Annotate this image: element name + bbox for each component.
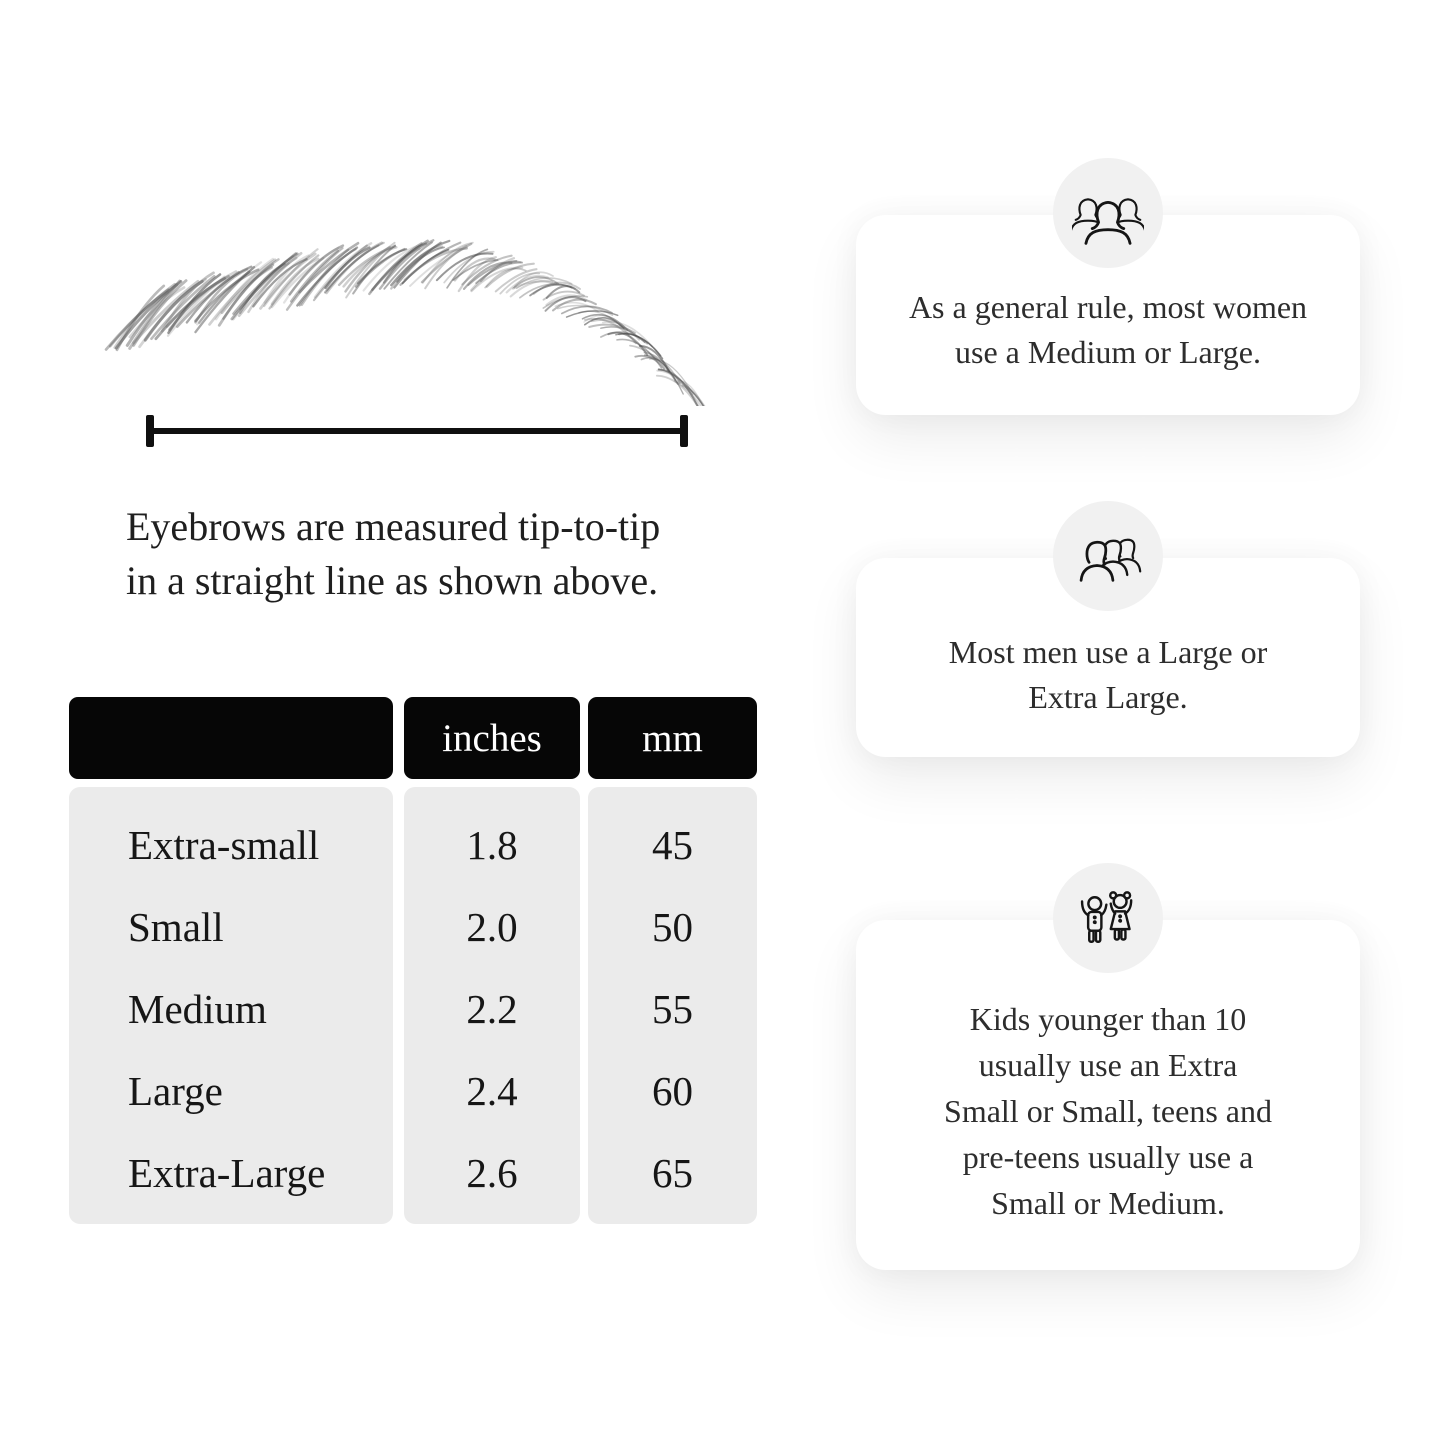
table-row-label: Extra-small — [128, 822, 320, 868]
caption-line-1: Eyebrows are measured tip-to-tip — [126, 504, 661, 549]
card-text-line: Small or Medium. — [991, 1185, 1225, 1221]
table-row-label: Medium — [128, 986, 267, 1032]
table-cell-mm: 55 — [652, 986, 693, 1032]
table-row-label: Small — [128, 904, 224, 950]
table-cell-inches: 2.2 — [466, 986, 518, 1032]
card-text-line: Kids younger than 10 — [969, 1001, 1247, 1037]
table-column-mm — [588, 787, 757, 1224]
table-column-inches — [404, 787, 580, 1224]
info-card-men-text — [874, 630, 1342, 720]
card-text-line: Most men use a Large or — [948, 634, 1268, 670]
card-text-line: Extra Large. — [1028, 679, 1188, 715]
table-row-label: Extra-Large — [128, 1150, 326, 1196]
kids-icon-circle — [1053, 863, 1163, 973]
card-text-line: As a general rule, most women — [908, 289, 1308, 325]
table-header-mm: mm — [588, 697, 757, 779]
caption-line-2: in a straight line as shown above. — [126, 558, 659, 603]
card-text-line: usually use an Extra — [978, 1047, 1238, 1083]
table-cell-mm: 60 — [652, 1068, 693, 1114]
eyebrow-illustration — [90, 226, 720, 406]
measurement-line-right-tick — [680, 415, 688, 447]
card-text-line: Small or Small, teens and — [944, 1093, 1272, 1129]
table-column-size-labels — [69, 787, 393, 1224]
measurement-line — [146, 415, 688, 447]
table-cell-inches: 2.6 — [466, 1150, 518, 1196]
table-header-inches: inches — [404, 697, 580, 779]
info-card-kids-text — [874, 996, 1342, 1226]
women-group-icon — [1072, 181, 1144, 245]
men-icon-circle — [1053, 501, 1163, 611]
kids-icon — [1074, 886, 1142, 950]
table-cell-mm: 50 — [652, 904, 693, 950]
measurement-line-bar — [150, 428, 684, 434]
table-cell-inches: 2.0 — [466, 904, 518, 950]
table-header-size — [69, 697, 393, 779]
table-cell-mm: 45 — [652, 822, 693, 868]
info-card-women-text — [874, 285, 1342, 375]
men-group-icon — [1072, 524, 1144, 588]
card-text-line: pre-teens usually use a — [962, 1139, 1254, 1175]
women-icon-circle — [1053, 158, 1163, 268]
table-cell-inches: 2.4 — [466, 1068, 518, 1114]
table-cell-inches: 1.8 — [466, 822, 518, 868]
table-cell-mm: 65 — [652, 1150, 693, 1196]
measurement-caption — [126, 500, 726, 608]
card-text-line: use a Medium or Large. — [955, 334, 1261, 370]
table-row-label: Large — [128, 1068, 223, 1114]
